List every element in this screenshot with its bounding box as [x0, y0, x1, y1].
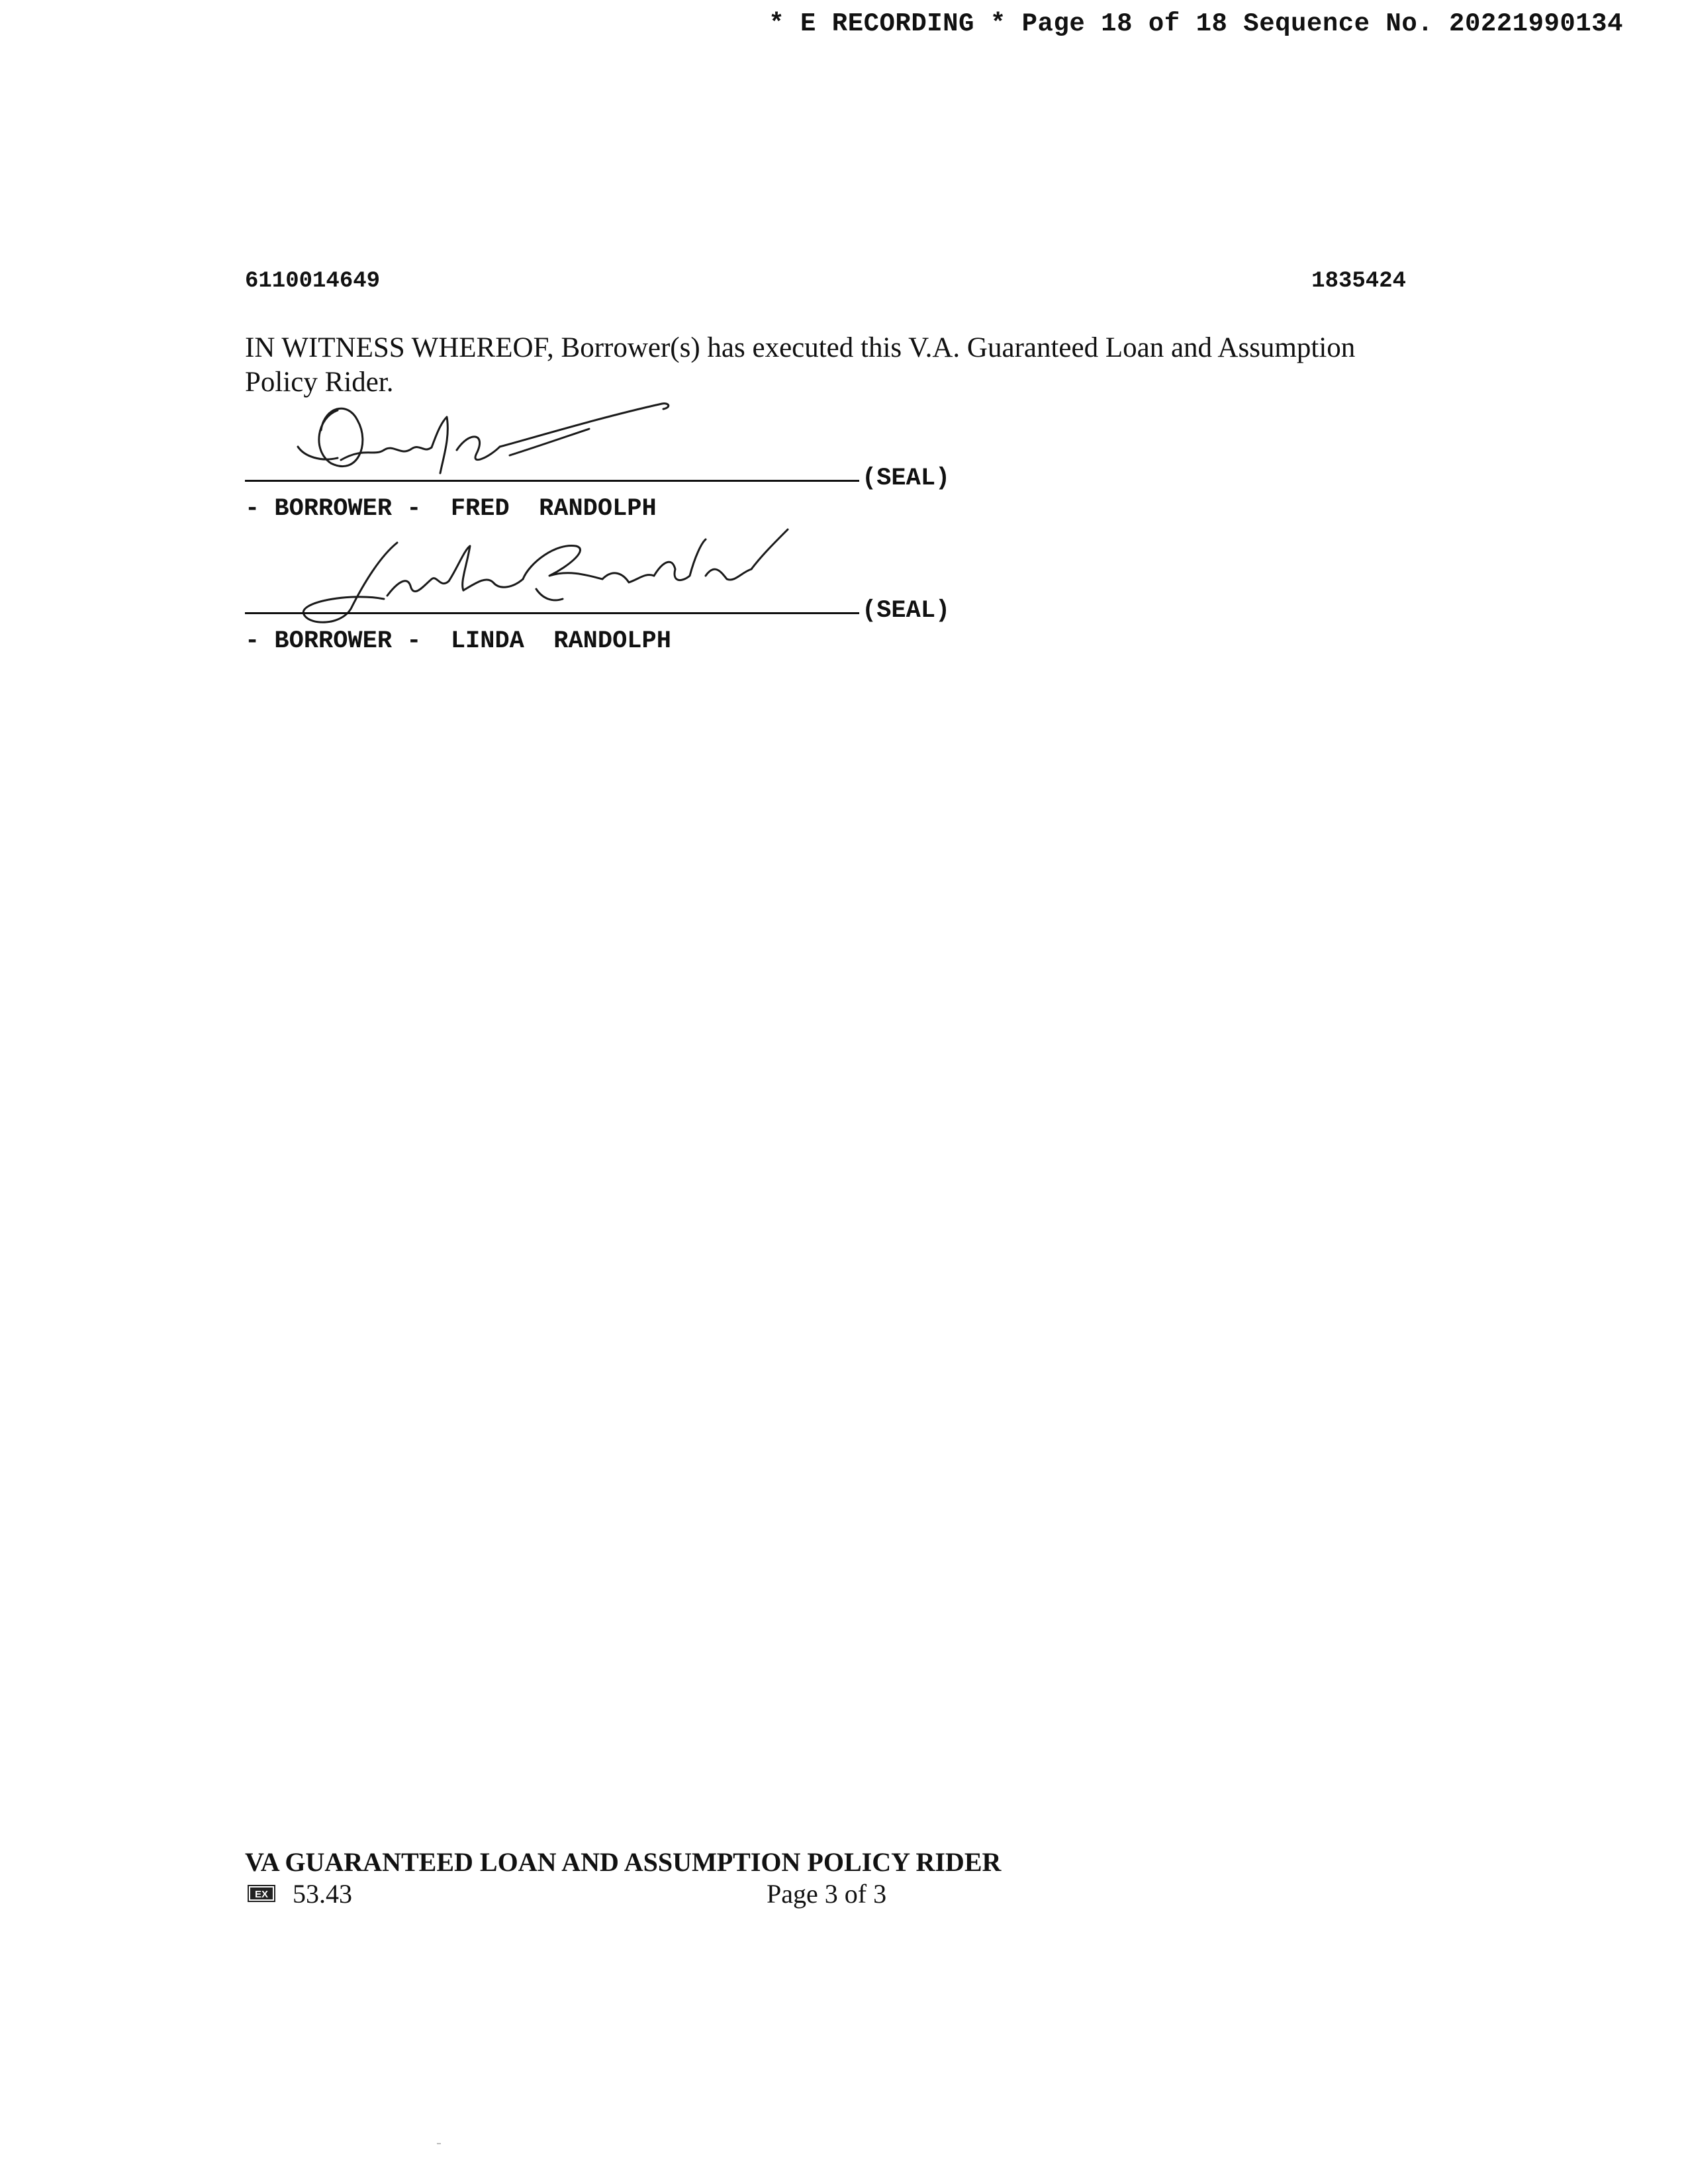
borrower-caption: - BORROWER - FRED RANDOLPH: [245, 495, 657, 523]
signature-line: [245, 612, 859, 614]
svg-text:EX: EX: [254, 1889, 269, 1900]
recording-header: * E RECORDING * Page 18 of 18 Sequence No. 20221990134: [769, 9, 1623, 38]
signature-block-linda-randolph: [245, 529, 973, 655]
footer-code-row: [245, 1878, 907, 1911]
signature-line: [245, 480, 859, 482]
page-number: Page 3 of 3: [767, 1879, 887, 1909]
scan-speck: [437, 2143, 441, 2144]
footer-title: VA GUARANTEED LOAN AND ASSUMPTION POLICY RIDER: [245, 1847, 1002, 1877]
borrower-caption: - BORROWER - LINDA RANDOLPH: [245, 627, 671, 655]
signature-row: [245, 529, 973, 625]
form-code: 53.43: [293, 1879, 352, 1909]
document-number: 1835424: [1311, 269, 1406, 294]
loan-number: 6110014649: [245, 269, 381, 294]
form-logo-icon: [248, 1885, 275, 1902]
signature-row: [245, 397, 973, 490]
witness-paragraph: IN WITNESS WHEREOF, Borrower(s) has executed this V.A. Guaranteed Loan and Assumption Policy Rider.: [245, 332, 1356, 398]
seal-label: (SEAL): [862, 465, 951, 492]
seal-label: (SEAL): [862, 597, 951, 625]
signature-block-fred-randolph: [245, 397, 973, 523]
